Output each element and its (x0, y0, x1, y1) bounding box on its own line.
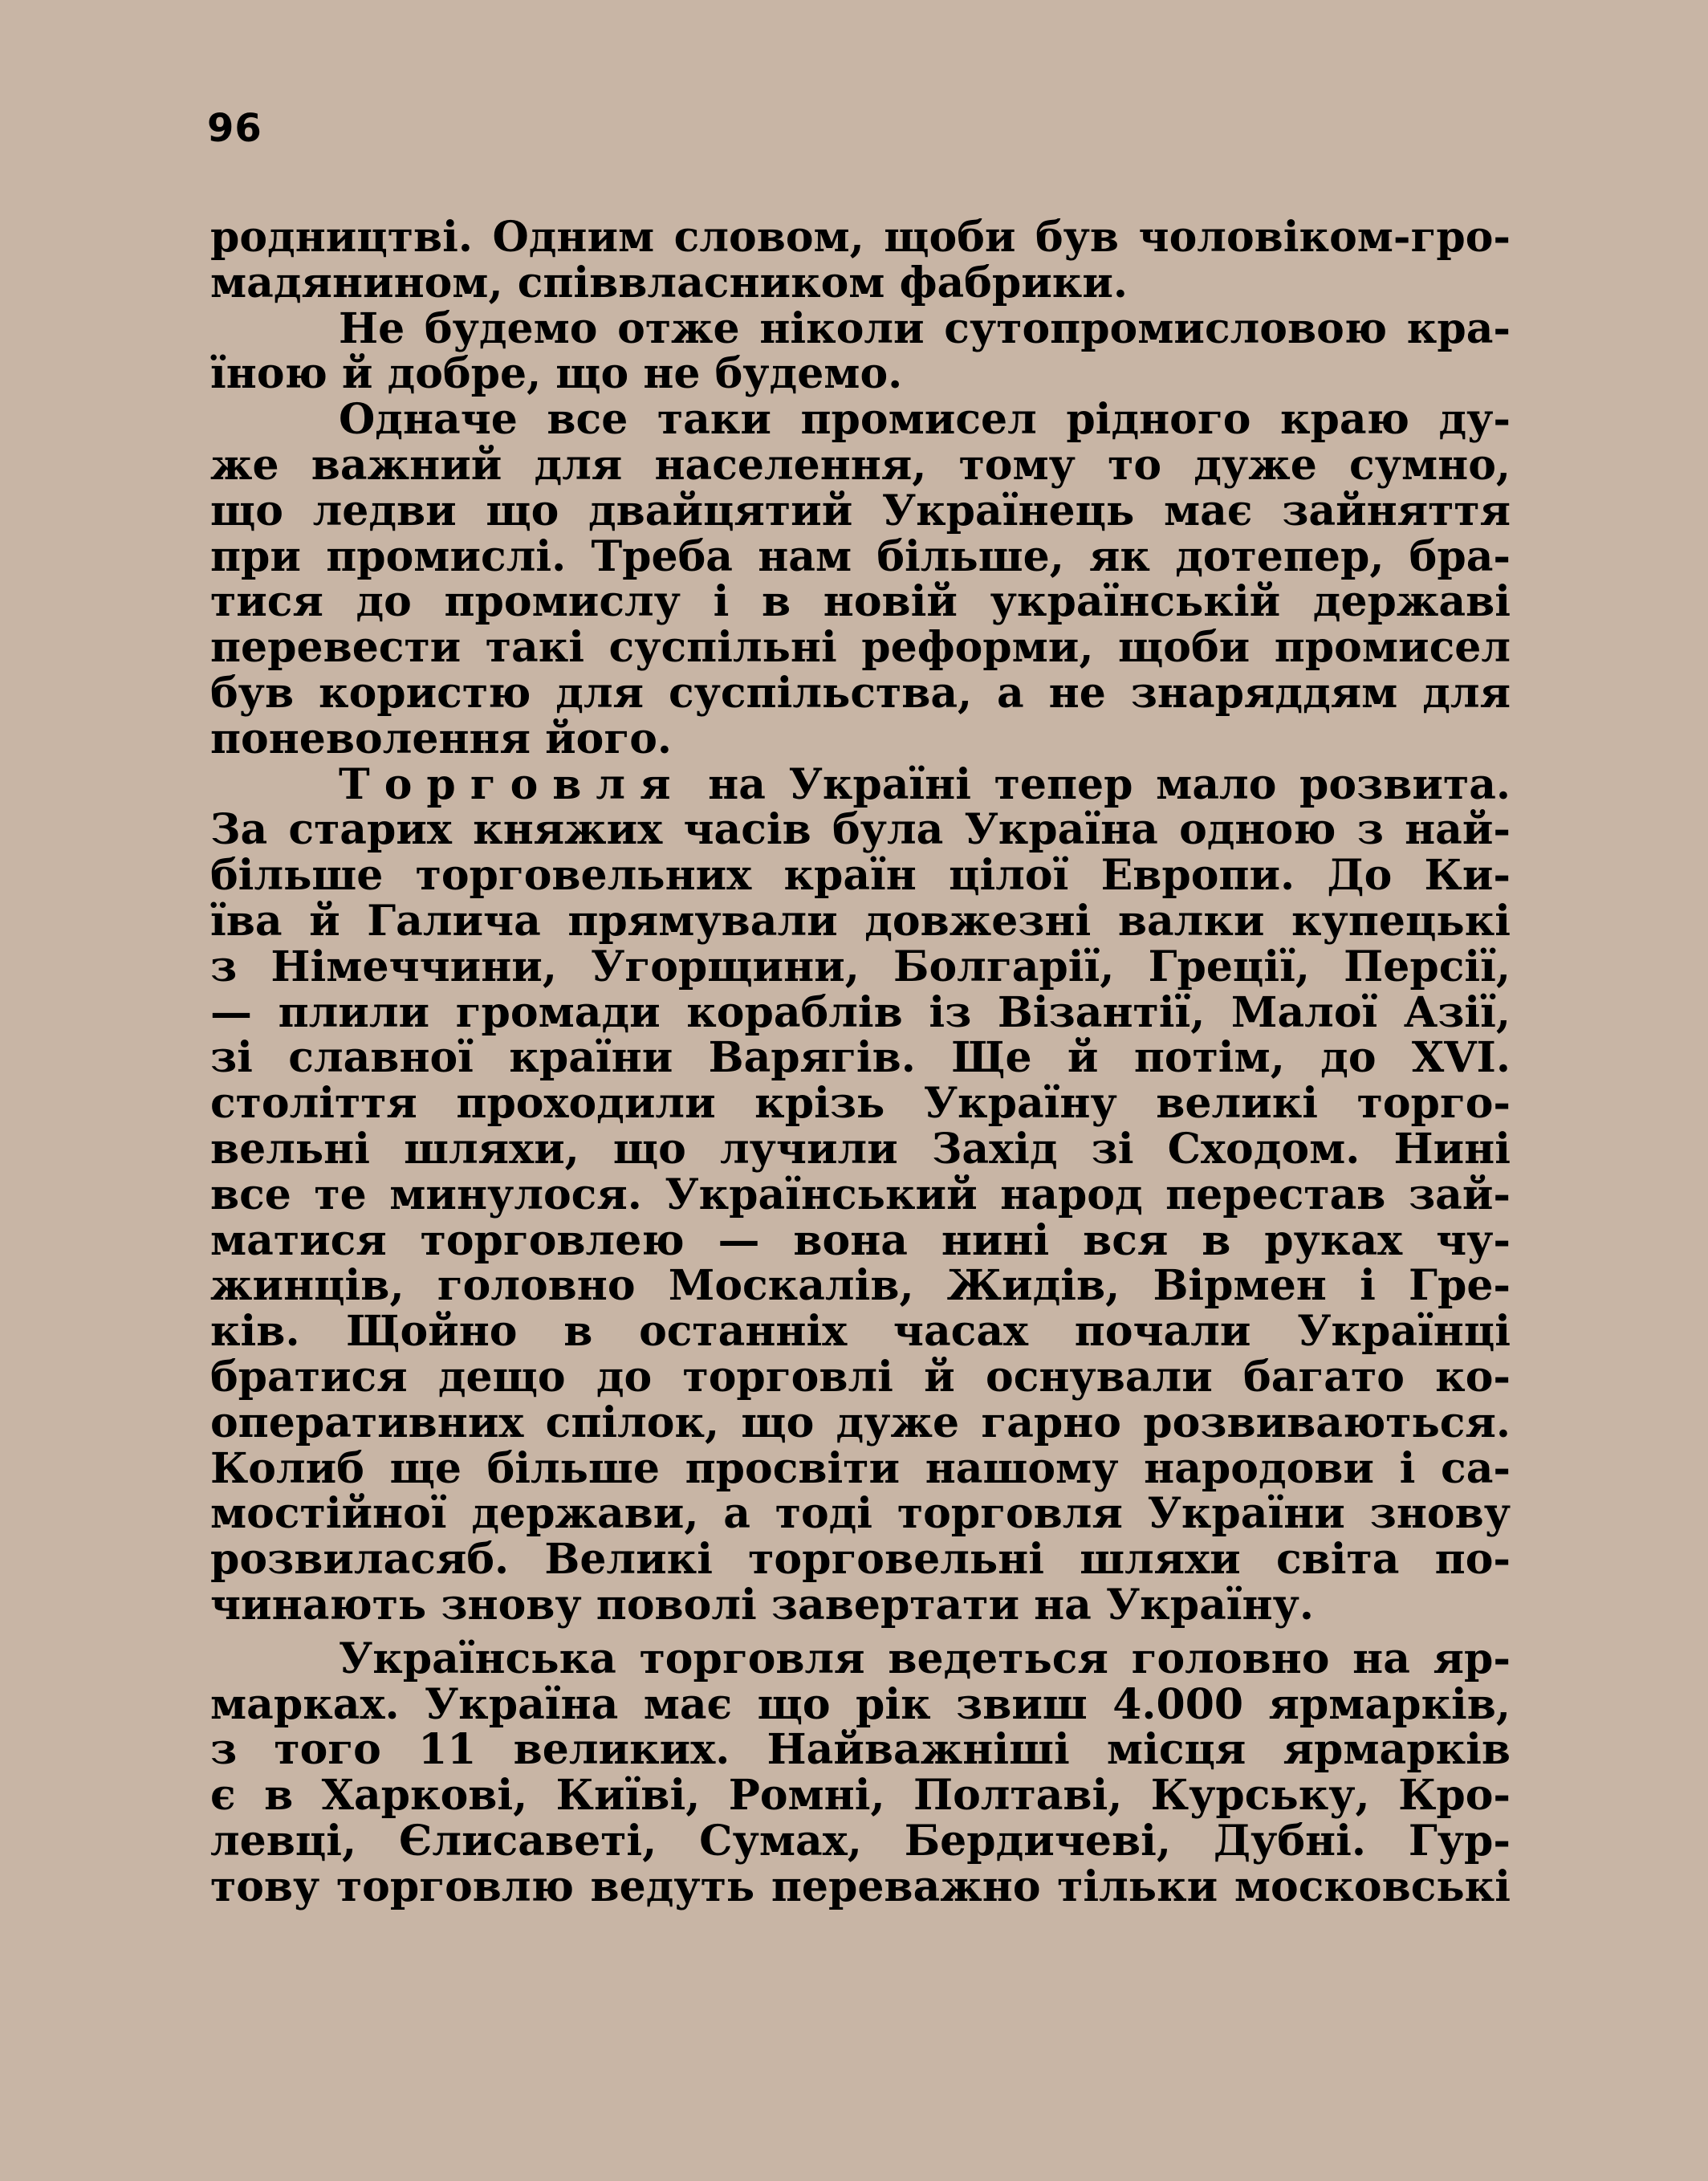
text-line: є в Харкові, Київі, Ромні, Полтаві, Курську, Кро- (210, 1771, 1511, 1821)
text-line: левці, Єлисаветі, Сумах, Бердичеві, Дубні. Гур- (210, 1816, 1511, 1866)
text-line: їною й добре, що не будемо. (210, 349, 903, 399)
page-number: 96 (207, 106, 262, 151)
text-line: перевести такі суспільні реформи, щоби промисел (210, 623, 1511, 673)
spaced-emphasis: Торговля (339, 759, 685, 809)
text-line: чинають знову поволі завертати на Україну. (210, 1580, 1314, 1630)
text-line: матися торговлею — вона нині вся в руках чу- (210, 1215, 1511, 1265)
body-text (210, 215, 1511, 1910)
text-line: розвиласяб. Великі торговельні шляхи світа по- (210, 1535, 1511, 1585)
text-line: століття проходили крізь Україну великі торго- (210, 1079, 1511, 1129)
text-line: мадянином, співвласником фабрики. (210, 258, 1128, 307)
text-line: Торговля на Україні тепер мало розвита. (339, 759, 1511, 809)
text-line: з того 11 великих. Найважніші місця ярмарків (210, 1725, 1511, 1775)
text-line: їва й Галича прямували довжезні валки купецькі (210, 896, 1511, 946)
text-line: з Німеччини, Угорщини, Болгарії, Греції, Персії, (210, 942, 1511, 991)
text-line: зі славної країни Варягів. Ще й потім, до XVI. (210, 1033, 1511, 1083)
text-line: мостійної держави, а тоді торговля України знову (210, 1489, 1511, 1539)
text-line: родництві. Одним словом, щоби був чоловіком-гро- (210, 213, 1511, 262)
text-line: марках. Україна має що рік звиш 4.000 ярмарків, (210, 1679, 1511, 1729)
text-line: Колиб ще більше просвіти нашому народови і са- (210, 1443, 1511, 1493)
text-line: ків. Щойно в останніх часах почали Українці (210, 1307, 1511, 1357)
text-line: все те минулося. Український народ перестав зай- (210, 1170, 1511, 1219)
text-line: Українська торговля ведеться головно на яр- (339, 1634, 1511, 1683)
text-line: братися дещо до торговлі й оснували багато ко- (210, 1352, 1511, 1402)
text-line: був користю для суспільства, а не знаряддям для (210, 668, 1511, 718)
text-line: же важний для населення, тому то дуже сумно, (210, 440, 1511, 490)
text-line: при промислі. Треба нам більше, як дотепер, бра- (210, 531, 1511, 581)
text-line: більше торговельних країн цілої Европи. До Ки- (210, 851, 1511, 901)
text-line: тися до промислу і в новій українській державі (210, 577, 1511, 627)
text-line: Одначе все таки промисел рідного краю ду- (339, 395, 1511, 445)
text-line: поневолення його. (210, 714, 672, 763)
text-line: — плили громади кораблів із Візантії, Малої Азії, (210, 987, 1511, 1037)
text-line: що ледви що двайцятий Українець має зайняття (210, 486, 1511, 535)
text-line: оперативних спілок, що дуже гарно розвиваються. (210, 1398, 1511, 1447)
text-line: жинців, головно Москалів, Жидів, Вірмен і Гре- (210, 1261, 1511, 1311)
text-line: За старих княжих часів була Україна одною з най- (210, 805, 1511, 855)
text-line: Не будемо отже ніколи сутопромисловою кра- (339, 303, 1511, 353)
text-line: тову торговлю ведуть переважно тільки московські (210, 1862, 1511, 1911)
text-line: вельні шляхи, що лучили Захід зі Сходом. Нині (210, 1124, 1511, 1174)
